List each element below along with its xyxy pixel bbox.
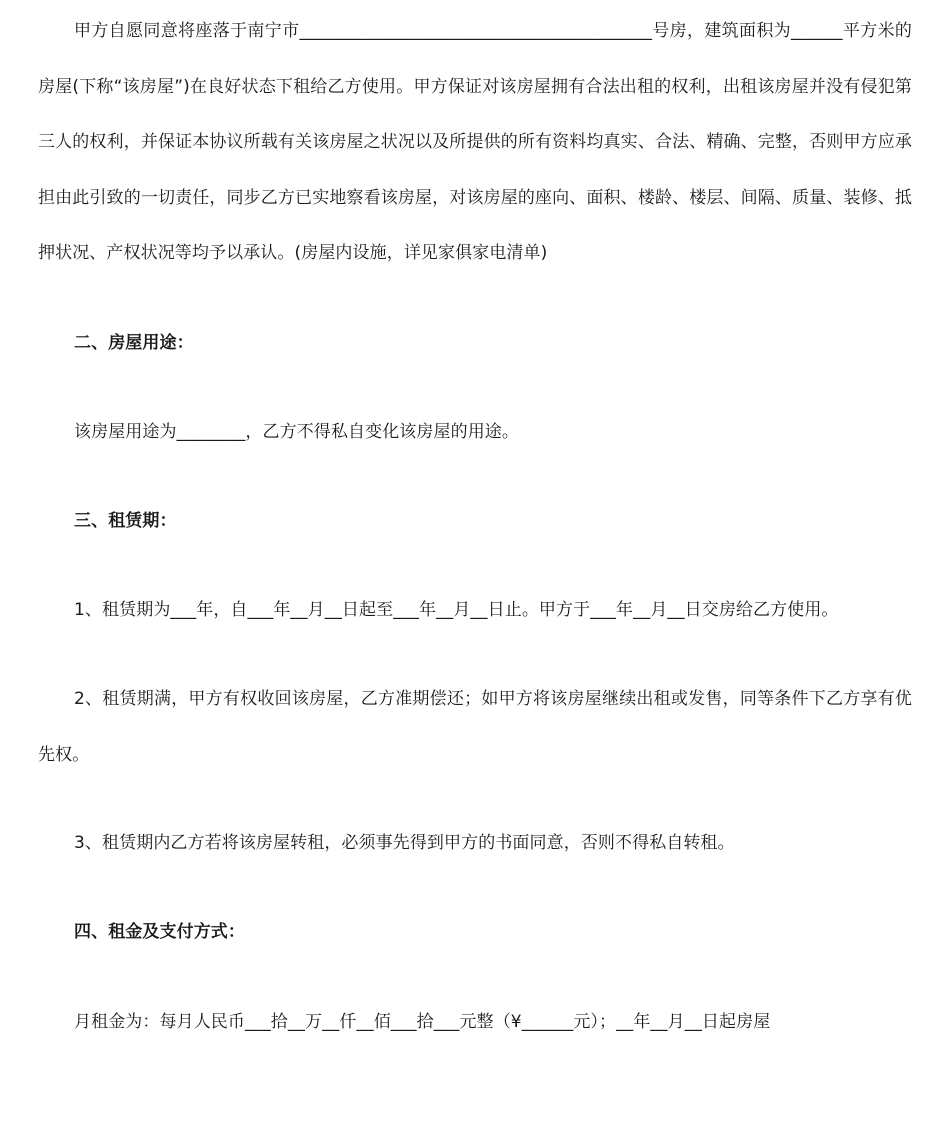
lease-term-item-1: 1、租赁期为___年，自___年__月__日起至___年__月__日止。甲方于___年__月__日交房给乙方使用。	[74, 600, 839, 620]
intro-paragraph: 甲方自愿同意将座落于南宁市_________________________________________号房，建筑面积为______平方米的房屋(下称“该房屋”)在良好状态下租给乙方使用。甲方保证对该房屋拥有合法出租的权利，出租该房屋并没有侵犯第三人的权利，并保证本协议所载有关该房屋之状况以及所提供的所有资料均真实、合法、精确、完整，否则甲方应承担由此引致的一切责任，同步乙方已实地察看该房屋，对该房屋的座向、面积、楼龄、楼层、间隔、质量、装修、抵押状况、产权状况等均予以承认。(房屋内设施，详见家俱家电清单)	[38, 21, 912, 263]
lease-term-item-2: 2、租赁期满，甲方有权收回该房屋，乙方准期偿还；如甲方将该房屋继续出租或发售，同等条件下乙方享有优先权。	[38, 689, 912, 765]
usage-paragraph: 该房屋用途为________，乙方不得私自变化该房屋的用途。	[74, 422, 519, 442]
section-heading-usage: 二、房屋用途：	[74, 333, 194, 353]
lease-term-item-3: 3、租赁期内乙方若将该房屋转租，必须事先得到甲方的书面同意，否则不得私自转租。	[74, 833, 735, 853]
rent-paragraph: 月租金为：每月人民币___拾__万__仟__佰___拾___元整（¥______元）；__年__月__日起房屋	[74, 1012, 771, 1032]
section-heading-rent-payment: 四、租金及支付方式：	[74, 922, 245, 942]
section-heading-lease-term: 三、租赁期：	[74, 511, 177, 531]
